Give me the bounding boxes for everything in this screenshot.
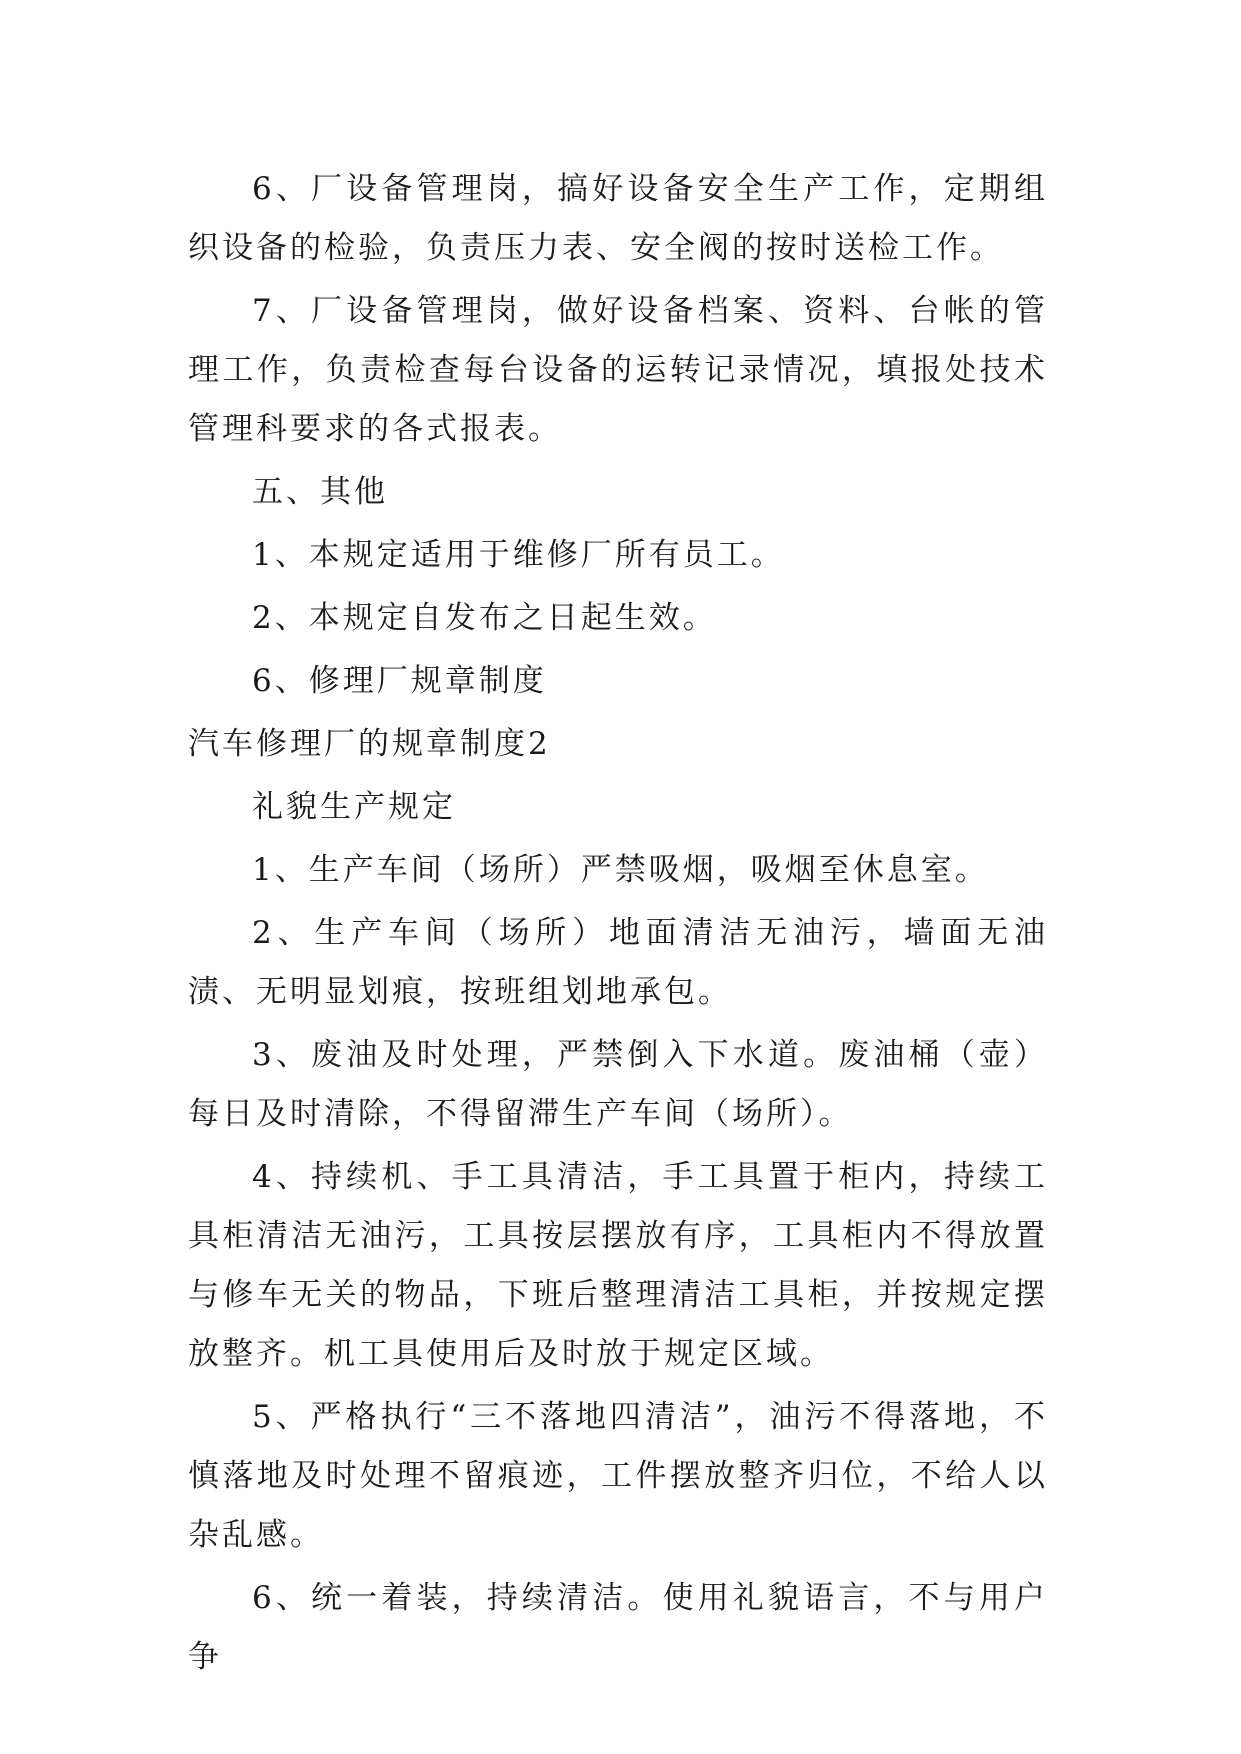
document-body bbox=[188, 160, 1048, 1691]
paragraph: 6、厂设备管理岗，搞好设备安全生产工作，定期组织设备的检验，负责压力表、安全阀的按时送检工作。 bbox=[188, 171, 1048, 266]
paragraph: 2、本规定自发布之日起生效。 bbox=[252, 600, 717, 636]
paragraph: 4、持续机、手工具清洁，手工具置于柜内，持续工具柜清洁无油污，工具按层摆放有序，工具柜内不得放置与修车无关的物品，下班后整理清洁工具柜，并按规定摆放整齐。机工具使用后及时放于规定区域。 bbox=[188, 1159, 1048, 1372]
paragraph: 6、统一着装，持续清洁。使用礼貌语言，不与用户争 bbox=[188, 1580, 1048, 1675]
paragraph: 6、修理厂规章制度 bbox=[252, 663, 547, 699]
paragraph: 2、生产车间（场所）地面清洁无油污，墙面无油渍、无明显划痕，按班组划地承包。 bbox=[188, 915, 1048, 1010]
section-heading: 五、其他 bbox=[252, 474, 388, 510]
paragraph: 5、严格执行“三不落地四清洁”，油污不得落地，不慎落地及时处理不留痕迹，工件摆放整齐归位，不给人以杂乱感。 bbox=[188, 1399, 1048, 1553]
paragraph: 1、本规定适用于维修厂所有员工。 bbox=[252, 537, 785, 573]
section-heading: 礼貌生产规定 bbox=[252, 789, 456, 825]
paragraph: 7、厂设备管理岗，做好设备档案、资料、台帐的管理工作，负责检查每台设备的运转记录情况，填报处技术管理科要求的各式报表。 bbox=[188, 293, 1048, 447]
paragraph: 1、生产车间（场所）严禁吸烟，吸烟至休息室。 bbox=[252, 852, 989, 888]
paragraph: 3、废油及时处理，严禁倒入下水道。废油桶（壶）每日及时清除，不得留滞生产车间（场所）。 bbox=[188, 1037, 1048, 1132]
document-title: 汽车修理厂的规章制度2 bbox=[188, 726, 551, 762]
